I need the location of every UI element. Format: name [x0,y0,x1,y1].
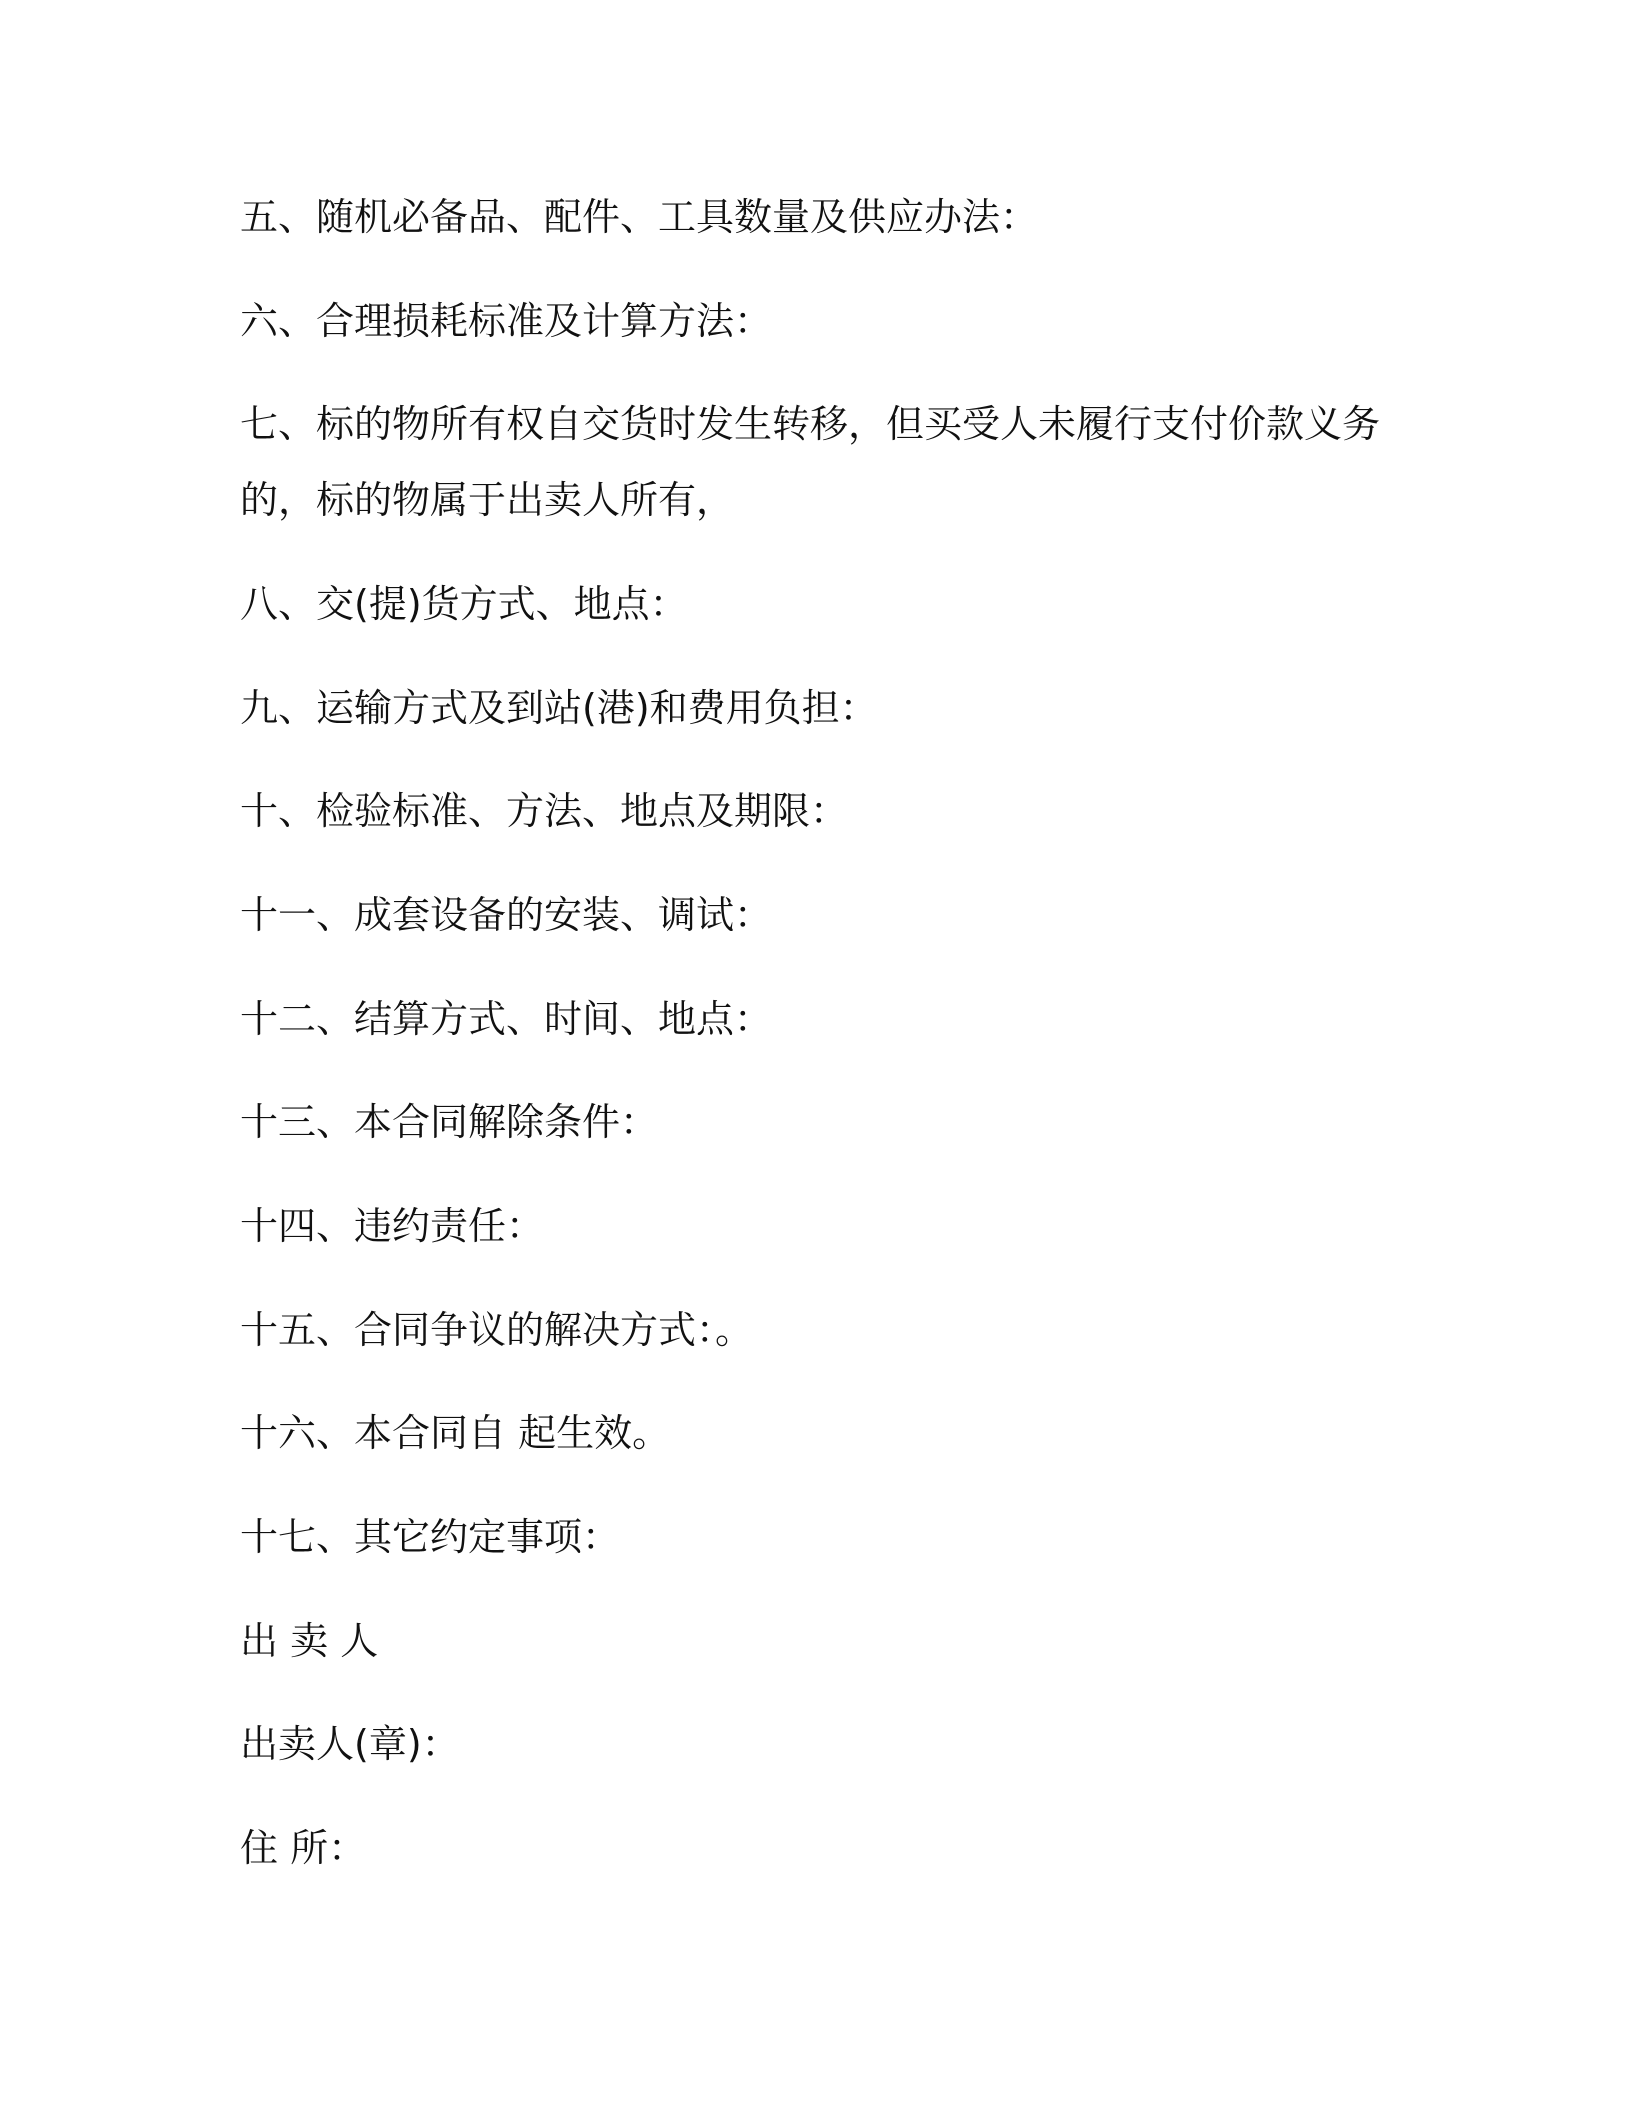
clause-14: 十四、违约责任： [240,1204,545,1248]
clause-6: 六、合理损耗标准及计算方法： [240,299,773,343]
clause-16: 十六、本合同自 起生效。 [240,1411,671,1455]
clause-8: 八、交(提)货方式、地点： [240,582,688,626]
clause-12: 十二、结算方式、时间、地点： [240,997,773,1041]
clause-15: 十五、合同争议的解决方式：。 [240,1308,754,1352]
clause-9: 九、运输方式及到站(港)和费用负担： [240,686,878,730]
address-label: 住 所： [240,1826,367,1870]
clause-7-line-1: 七、标的物所有权自交货时发生转移，但买受人未履行支付价款义务 [240,402,1381,446]
clause-10: 十、检验标准、方法、地点及期限： [240,789,849,833]
seller-heading: 出 卖 人 [240,1619,379,1663]
clause-17: 十七、其它约定事项： [240,1515,621,1559]
clause-5: 五、随机必备品、配件、工具数量及供应办法： [240,195,1039,239]
clause-11: 十一、成套设备的安装、调试： [240,893,773,937]
clause-13: 十三、本合同解除条件： [240,1100,659,1144]
clause-7-line-2: 的，标的物属于出卖人所有， [240,478,735,522]
seller-seal-label: 出卖人(章)： [240,1722,460,1766]
